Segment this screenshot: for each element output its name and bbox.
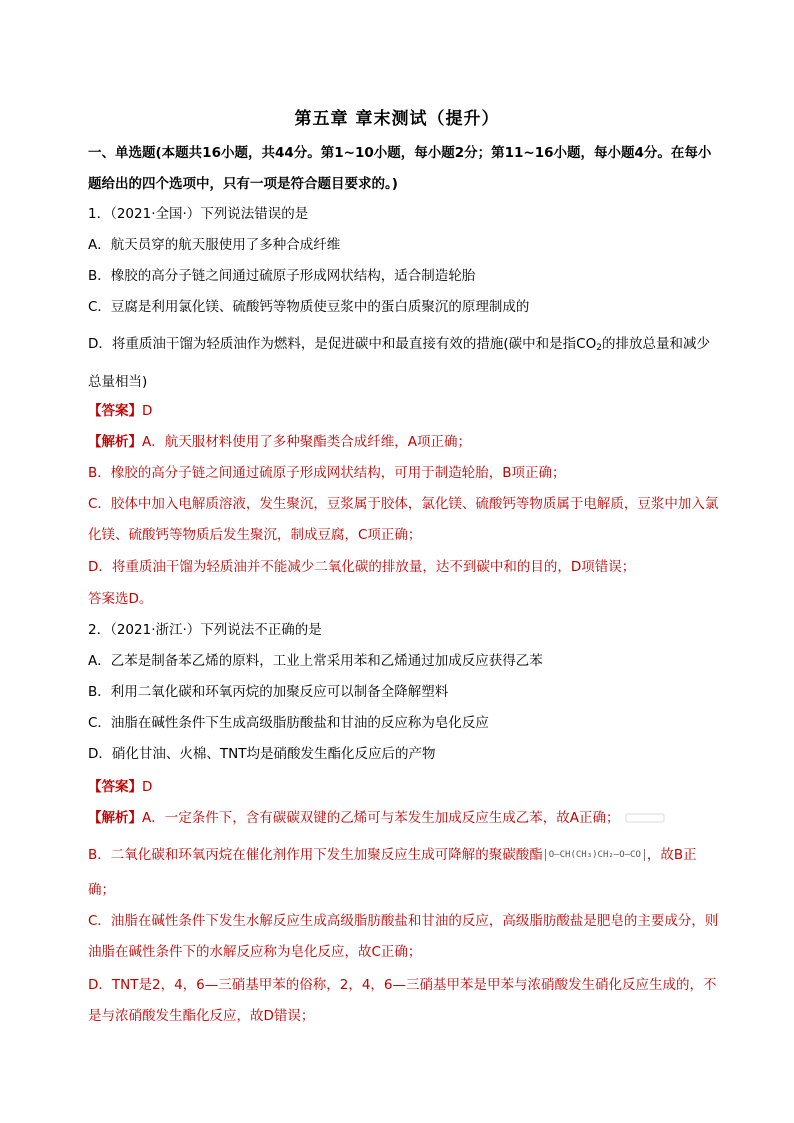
q2-analysis-d1: D．TNT是2，4，6—三硝基甲苯的俗称，2，4，6—三硝基甲苯是甲苯与浓硝酸发生硝化反应生成的，不 (88, 977, 717, 993)
q1-analysis-b: B．橡胶的高分子链之间通过硫原子形成网状结构，可用于制造轮胎，B项正确； (88, 465, 566, 481)
q2-answer (88, 777, 728, 797)
q2-analysis-b (88, 845, 728, 865)
analysis-text: A．航天服材料使用了多种聚酯类合成纤维，A项正确； (142, 434, 471, 450)
q1-option-d-cont: 总量相当) (88, 374, 148, 390)
q1-option-a: A．航天员穿的航天服使用了多种合成纤维 (88, 237, 341, 253)
answer-label: 【答案】 (88, 779, 142, 795)
answer-value: D (142, 403, 153, 419)
watermark-icon (625, 812, 665, 824)
analysis-text-end: ，故B正 (646, 847, 697, 863)
q2-option-c: C．油脂在碱性条件下生成高级脂肪酸盐和甘油的反应称为皂化反应 (88, 715, 489, 731)
q1-option-c: C．豆腐是利用氯化镁、硫酸钙等物质使豆浆中的蛋白质聚沉的原理制成的 (88, 299, 530, 315)
answer-label: 【答案】 (88, 403, 142, 419)
analysis-label: 【解析】 (88, 810, 142, 826)
q1-analysis-d: D．将重质油干馏为轻质油并不能减少二氧化碳的排放量，达不到碳中和的目的，D项错误； (88, 559, 636, 575)
q1-option-d (88, 334, 728, 358)
q2-option-b: B．利用二氧化碳和环氧丙烷的加聚反应可以制备全降解塑料 (88, 684, 449, 700)
section-heading-line1: 一、单选题(本题共16小题，共44分。第1~10小题，每小题2分；第11~16小题，每小题4分。在每小 (88, 145, 712, 161)
q1-option-d-text-end: 的排放总量和减少 (601, 336, 710, 352)
q2-stem: 2．（2021·浙江·）下列说法不正确的是 (88, 622, 322, 638)
q2-analysis-a (88, 808, 728, 828)
q1-option-b: B．橡胶的高分子链之间通过硫原子形成网状结构，适合制造轮胎 (88, 268, 476, 284)
q2-option-d: D．硝化甘油、火棉、TNT均是硝酸发生酯化反应后的产物 (88, 746, 436, 762)
section-heading-line2: 题给出的四个选项中，只有一项是符合题目要求的。) (88, 176, 398, 192)
page-title: 第五章 章末测试（提升） (294, 109, 500, 129)
answer-value: D (142, 779, 153, 795)
q1-analysis-c2: 化镁、硫酸钙等物质后发生聚沉，制成豆腐，C项正确； (88, 527, 422, 543)
analysis-label: 【解析】 (88, 434, 142, 450)
analysis-text: B．二氧化碳和环氧丙烷在催化剂作用下发生加聚反应生成可降解的聚碳酸酯 (88, 847, 543, 863)
q2-analysis-c1: C．油脂在碱性条件下发生水解反应生成高级脂肪酸盐和甘油的反应，高级脂肪酸盐是肥皂的主要成分，则 (88, 913, 719, 929)
q1-option-d-text: D．将重质油干馏为轻质油作为燃料，是促进碳中和最直接有效的措施(碳中和是指CO (88, 336, 597, 352)
q2-analysis-c2: 油脂在碱性条件下的水解反应称为皂化反应，故C正确； (88, 944, 422, 960)
polycarbonate-formula: O—CH(CH₃)CH₂—O—CO (545, 849, 645, 861)
q2-analysis-b-cont: 确； (88, 882, 115, 898)
q1-analysis-c1: C．胶体中加入电解质溶液，发生聚沉，豆浆属于胶体，氯化镁、硫酸钙等物质属于电解质，豆浆中加入氯 (88, 496, 719, 512)
q1-answer (88, 401, 728, 421)
analysis-text: A．一定条件下，含有碳碳双键的乙烯可与苯发生加成反应生成乙苯，故A正确； (142, 810, 620, 826)
q2-option-a: A．乙苯是制备苯乙烯的原料，工业上常采用苯和乙烯通过加成反应获得乙苯 (88, 653, 543, 669)
q1-analysis-a (88, 432, 728, 452)
co2-subscript: 2 (596, 343, 602, 353)
q2-analysis-d2: 是与浓硝酸发生酯化反应，故D错误； (88, 1008, 315, 1024)
q1-stem: 1．（2021·全国·）下列说法错误的是 (88, 206, 309, 222)
q1-conclusion: 答案选D。 (88, 591, 153, 607)
